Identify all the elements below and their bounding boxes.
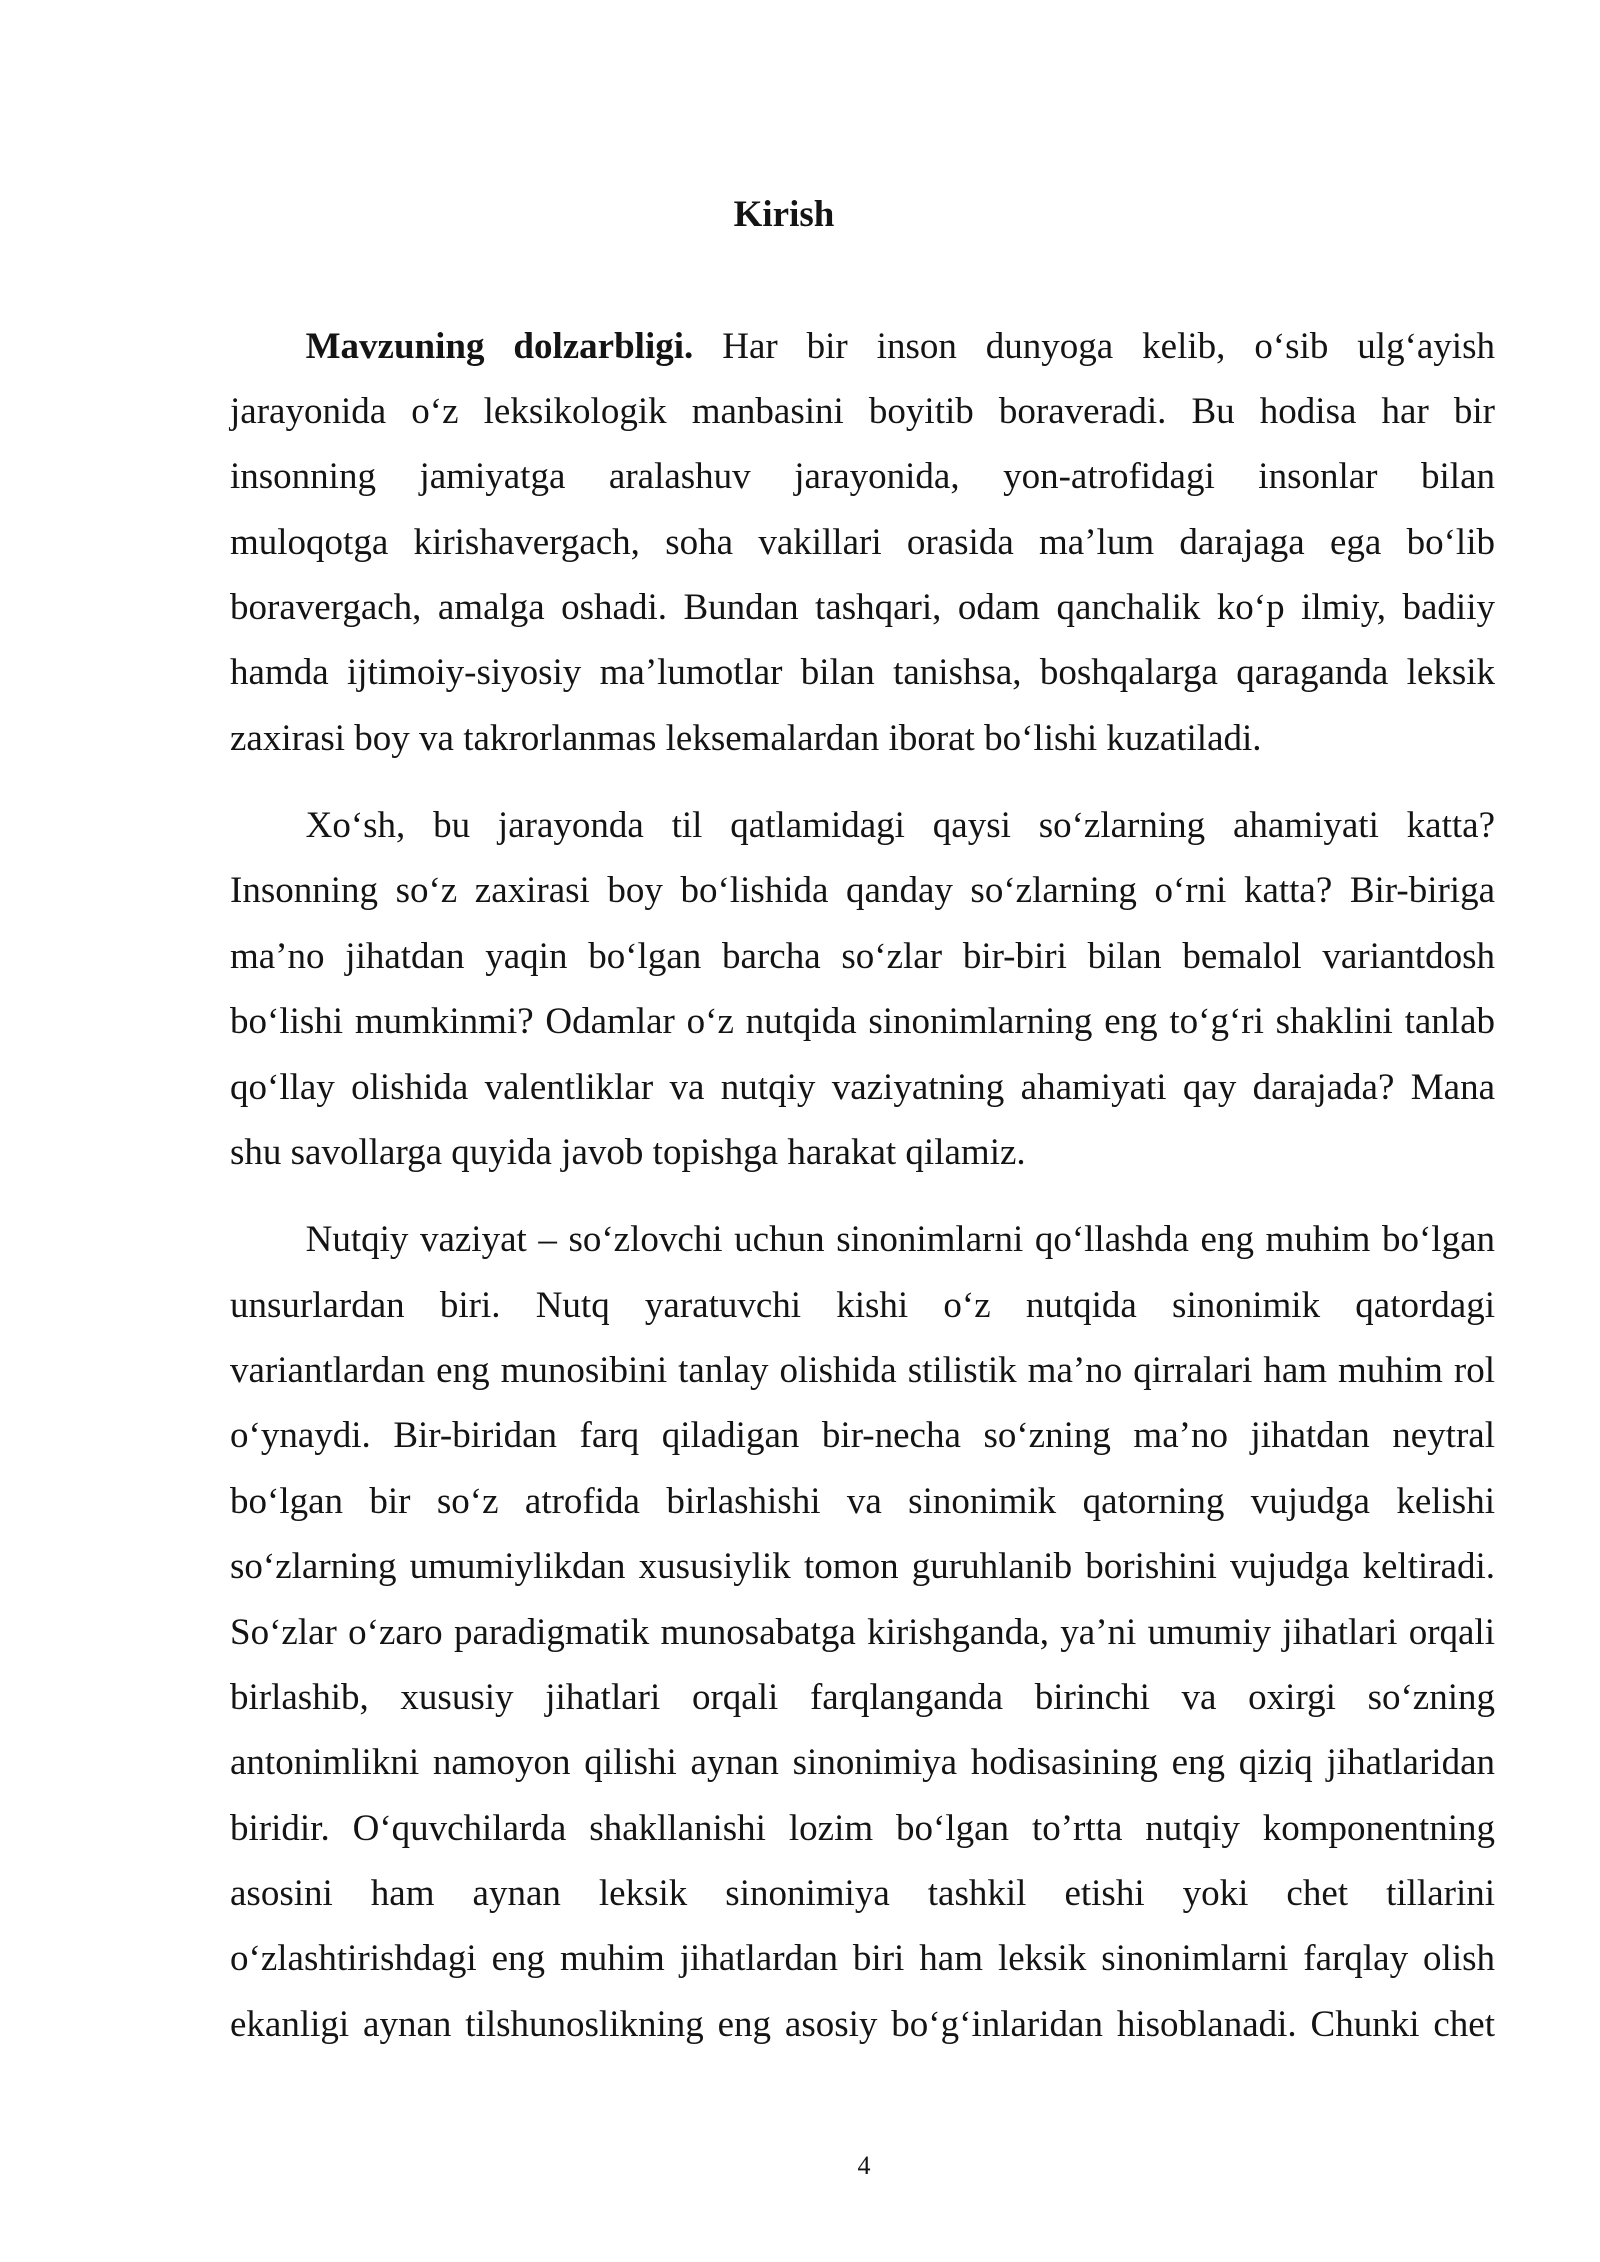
text-line: Nutqiy vaziyat – so‘zlovchi uchun sinonimlarni qo‘llashda eng muhim bo‘lgan — [305, 1219, 1495, 1261]
text-line: Insonning so‘z zaxirasi boy bo‘lishida qanday so‘zlarning o‘rni katta? Bir-biriga — [230, 870, 1495, 912]
text-line: birlashib, xususiy jihatlari orqali farqlanganda birinchi va oxirgi so‘zning — [230, 1676, 1495, 1718]
text-line: insonning jamiyatga aralashuv jarayonida, yon-atrofidagi insonlar bilan — [230, 456, 1495, 498]
page-title: Kirish — [733, 194, 835, 235]
text-line: ma’no jihatdan yaqin bo‘lgan barcha so‘zlar bir-biri bilan bemalol variantdosh — [230, 935, 1495, 977]
text-line: biridir. O‘quvchilarda shakllanishi lozim bo‘lgan to’rtta nutqiy komponentning — [230, 1807, 1495, 1849]
text-line: unsurlardan biri. Nutq yaratuvchi kishi o‘z nutqida sinonimik qatordagi — [230, 1284, 1495, 1326]
text-line: o‘ynaydi. Bir-biridan farq qiladigan bir-necha so‘zning ma’no jihatdan neytral — [230, 1415, 1495, 1457]
text-line: boravergach, amalga oshadi. Bundan tashqari, odam qanchalik ko‘p ilmiy, badiiy — [230, 587, 1495, 629]
body-text — [230, 314, 1495, 2080]
text-run: Har bir inson dunyoga kelib, o‘sib ulg‘ayish — [722, 325, 1495, 367]
text-line: Xo‘sh, bu jarayonda til qatlamidagi qaysi so‘zlarning ahamiyati katta? — [305, 805, 1495, 847]
text-line: ekanligi aynan tilshunoslikning eng asosiy bo‘g‘inlaridan hisoblanadi. Chunki chet — [230, 2003, 1495, 2045]
paragraph-heading: Mavzuning dolzarbligi. — [305, 325, 694, 367]
text-line: jarayonida o‘z leksikologik manbasini boyitib boraveradi. Bu hodisa har bir — [230, 390, 1495, 432]
paragraph — [230, 1207, 1495, 2057]
text-line — [230, 314, 1495, 379]
paragraph — [230, 793, 1495, 1185]
text-line: so‘zlarning umumiylikdan xususiylik tomon guruhlanib borishini vujudga keltiradi. — [230, 1546, 1495, 1588]
text-line: antonimlikni namoyon qilishi aynan sinonimiya hodisasining eng qiziq jihatlaridan — [230, 1742, 1495, 1784]
text-line: hamda ijtimoiy-siyosiy ma’lumotlar bilan tanishsa, boshqalarga qaraganda leksik — [230, 652, 1495, 694]
page-number: 4 — [857, 2151, 871, 2180]
text-line: muloqotga kirishavergach, soha vakillari orasida ma’lum darajaga ega bo‘lib — [230, 521, 1495, 563]
text-line: shu savollarga quyida javob topishga harakat qilamiz. — [230, 1131, 1026, 1173]
text-line: qo‘llay olishida valentliklar va nutqiy vaziyatning ahamiyati qay darajada? Mana — [230, 1066, 1495, 1108]
text-line: asosini ham aynan leksik sinonimiya tashkil etishi yoki chet tillarini — [230, 1873, 1495, 1915]
text-line: So‘zlar o‘zaro paradigmatik munosabatga kirishganda, ya’ni umumiy jihatlari orqali — [230, 1611, 1495, 1653]
text-line: bo‘lgan bir so‘z atrofida birlashishi va sinonimik qatorning vujudga kelishi — [230, 1480, 1495, 1522]
text-line: o‘zlashtirishdagi eng muhim jihatlardan biri ham leksik sinonimlarni farqlay olish — [230, 1938, 1495, 1980]
paragraph — [230, 314, 1495, 772]
text-line: variantlardan eng munosibini tanlay olishida stilistik ma’no qirralari ham muhim rol — [230, 1349, 1495, 1391]
text-line: bo‘lishi mumkinmi? Odamlar o‘z nutqida sinonimlarning eng to‘g‘ri shaklini tanlab — [230, 1001, 1495, 1043]
text-line: zaxirasi boy va takrorlanmas leksemalardan iborat bo‘lishi kuzatiladi. — [230, 717, 1262, 759]
